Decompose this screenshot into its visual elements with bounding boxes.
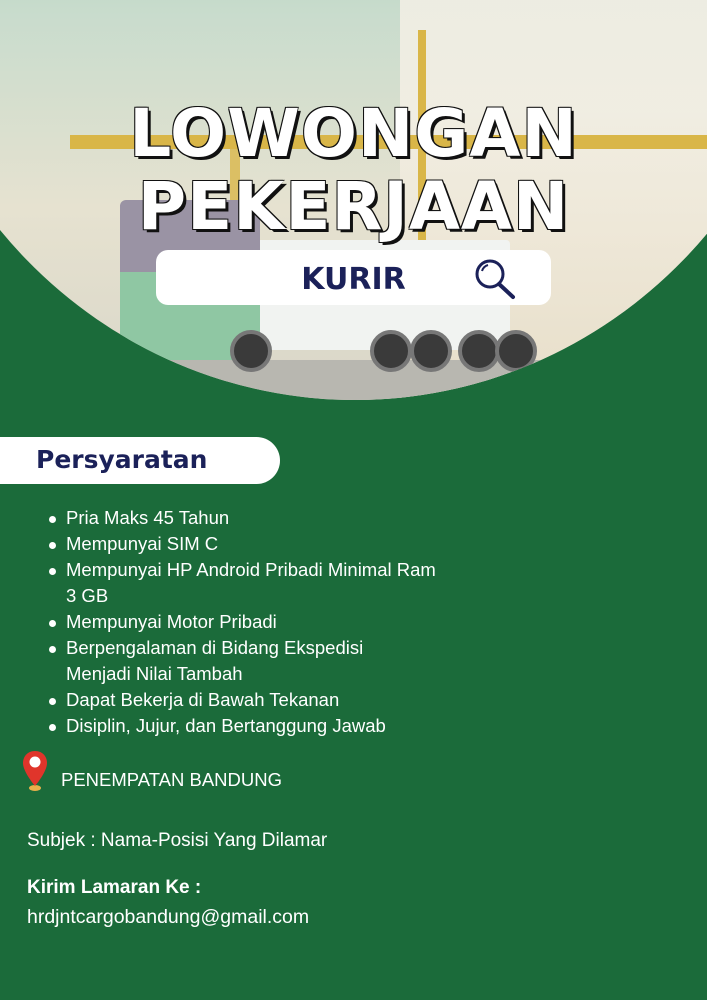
list-item: Berpengalaman di Bidang Ekspedisi Menjadi Nilai Tambah xyxy=(66,635,416,687)
search-icon xyxy=(472,256,518,302)
list-item: Mempunyai HP Android Pribadi Minimal Ram 3 GB xyxy=(66,557,446,609)
wheel xyxy=(410,330,452,372)
location-pin-icon xyxy=(22,750,48,792)
job-title: KURIR xyxy=(301,262,406,297)
placement-text: PENEMPATAN BANDUNG xyxy=(61,769,282,790)
wheel xyxy=(230,330,272,372)
list-item: Dapat Bekerja di Bawah Tekanan xyxy=(66,687,466,713)
requirements-heading-pill xyxy=(0,437,280,484)
title-line-2: PEKERJAAN xyxy=(137,168,570,245)
list-item: Mempunyai Motor Pribadi xyxy=(66,609,466,635)
list-item: Disiplin, Jujur, dan Bertanggung Jawab xyxy=(66,713,466,739)
list-item: Mempunyai SIM C xyxy=(66,531,466,557)
requirements-list xyxy=(66,505,466,739)
requirements-heading: Persyaratan xyxy=(36,445,208,474)
wheel xyxy=(370,330,412,372)
email-subject-instruction: Subjek : Nama-Posisi Yang Dilamar xyxy=(27,830,328,851)
send-application-label: Kirim Lamaran Ke : xyxy=(27,877,202,898)
wheel xyxy=(495,330,537,372)
wheel xyxy=(458,330,500,372)
title-line-1: LOWONGAN xyxy=(129,95,578,172)
application-email[interactable]: hrdjntcargobandung@gmail.com xyxy=(27,906,310,928)
list-item: Pria Maks 45 Tahun xyxy=(66,505,466,531)
